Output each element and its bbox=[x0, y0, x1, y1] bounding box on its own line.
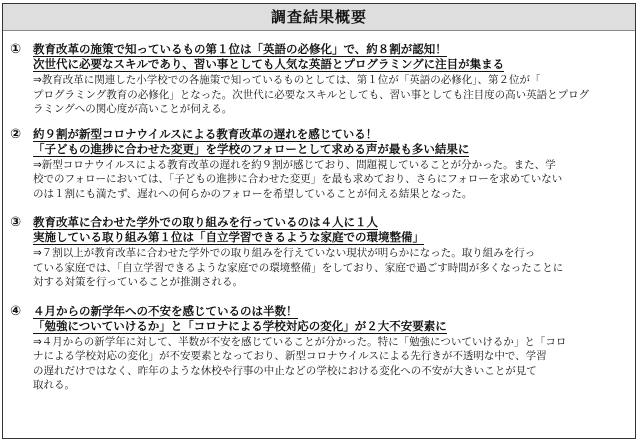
section-body bbox=[33, 73, 629, 117]
heading-text: 教育改革の施策で知っているもの第１位は bbox=[33, 42, 252, 56]
section-subheading bbox=[33, 319, 629, 334]
section-heading bbox=[33, 304, 629, 319]
section-subheading bbox=[33, 57, 629, 72]
section-subheading bbox=[33, 230, 629, 245]
heading-text: 教育改革に合わせた学外での取り組みを行っているのは４人に１人 bbox=[33, 215, 378, 229]
section-body bbox=[33, 335, 629, 393]
summary-box bbox=[2, 3, 636, 439]
body-line: ⇒新型コロナウイルスによる教育改革の遅れを約９割が感じており、問題視していることが分かった。また、学 bbox=[33, 158, 556, 171]
subheading-text: 「コロナによる学校対応の変化」 bbox=[182, 318, 355, 333]
section-number: ③ bbox=[10, 215, 22, 230]
section-2 bbox=[3, 127, 635, 202]
section-3 bbox=[3, 215, 635, 290]
section-subheading bbox=[33, 142, 629, 157]
section-4 bbox=[3, 304, 635, 393]
section-body bbox=[33, 246, 629, 290]
body-line: 対する対策を行っていることが推測される。 bbox=[33, 276, 243, 288]
subheading-text: 「自立学習できるような家庭での環境整備」 bbox=[194, 230, 424, 244]
body-line: のは１割にも満たず、遅れへの何らかのフォローを希望していることが伺える結果となった。 bbox=[33, 187, 473, 200]
section-number: ② bbox=[10, 126, 22, 142]
body-line: 取れる。 bbox=[33, 379, 75, 391]
heading-text: ４月からの新学年への不安を感じているのは半数！ bbox=[33, 303, 298, 318]
body-line: ⇒教育改革に関連した小学校での各施策で知っているものとしては、第１位が「英語の必修化」、第２位が「 bbox=[33, 74, 541, 86]
subheading-text: を学校のフォローとして求める声が最も多い結果に bbox=[205, 141, 470, 156]
subheading-text: 次世代に必要なスキルであり、習い事としても人気な英語とプログラミングに注目が集まる bbox=[33, 57, 505, 71]
body-line: プログラミング教育の必修化」となった。次世代に必要なスキルとしても、習い事としても注目度の高い英語とプログ bbox=[33, 88, 590, 101]
page-title: 調査結果概要 bbox=[3, 4, 635, 31]
body-line: 校でのフォローにおいては、「子どもの進捗に合わせた変更」を最も求めており、さらにフォローを求めていない bbox=[33, 173, 563, 185]
subheading-text: 「子どもの進捗に合わせた変更」 bbox=[33, 141, 206, 156]
section-body bbox=[33, 158, 629, 202]
body-line: ⇒７割以上が教育改革に合わせた学外での取り組みを行えていない現状が明らかになった。取り組みを行っ bbox=[33, 247, 536, 259]
section-heading bbox=[33, 42, 629, 57]
section-heading bbox=[33, 127, 629, 142]
body-line: ラミングへの関心度が高いことが伺える。 bbox=[33, 103, 233, 115]
section-heading bbox=[33, 215, 629, 230]
body-line: ている家庭では、「自立学習できるような家庭での環境整備」をしており、家庭で過ごす時間が多くなったことに bbox=[33, 261, 564, 274]
section-1 bbox=[3, 42, 635, 117]
subheading-text: が２大不安要素に bbox=[354, 318, 447, 333]
heading-text: 約９割が新型コロナウイルスによる教育改革の遅れを感じている！ bbox=[33, 126, 378, 141]
body-line: ナによる学校対応の変化」が不安要素となっており、新型コロナウイルスによる先行きが不透明な中で、学習 bbox=[33, 350, 547, 362]
section-number: ④ bbox=[10, 303, 22, 319]
heading-text: 「英語の必修化」 bbox=[251, 42, 344, 56]
heading-text: で、約８割が認知！ bbox=[343, 42, 447, 56]
body-line: ⇒４月からの新学年に対して、半数が不安を感じていることが分かった。特に「勉強についていけるか」と「コロ bbox=[33, 335, 567, 348]
body-line: の遅れだけではなく、昨年のような休校や行事の中止などの学校における変化への不安が大きいことが見て bbox=[33, 364, 537, 377]
subheading-text: 実施している取り組み第１位は bbox=[33, 230, 194, 244]
subheading-text: 「勉強についていけるか」 bbox=[33, 318, 171, 333]
section-number: ① bbox=[10, 42, 22, 57]
subheading-text: と bbox=[170, 318, 183, 333]
